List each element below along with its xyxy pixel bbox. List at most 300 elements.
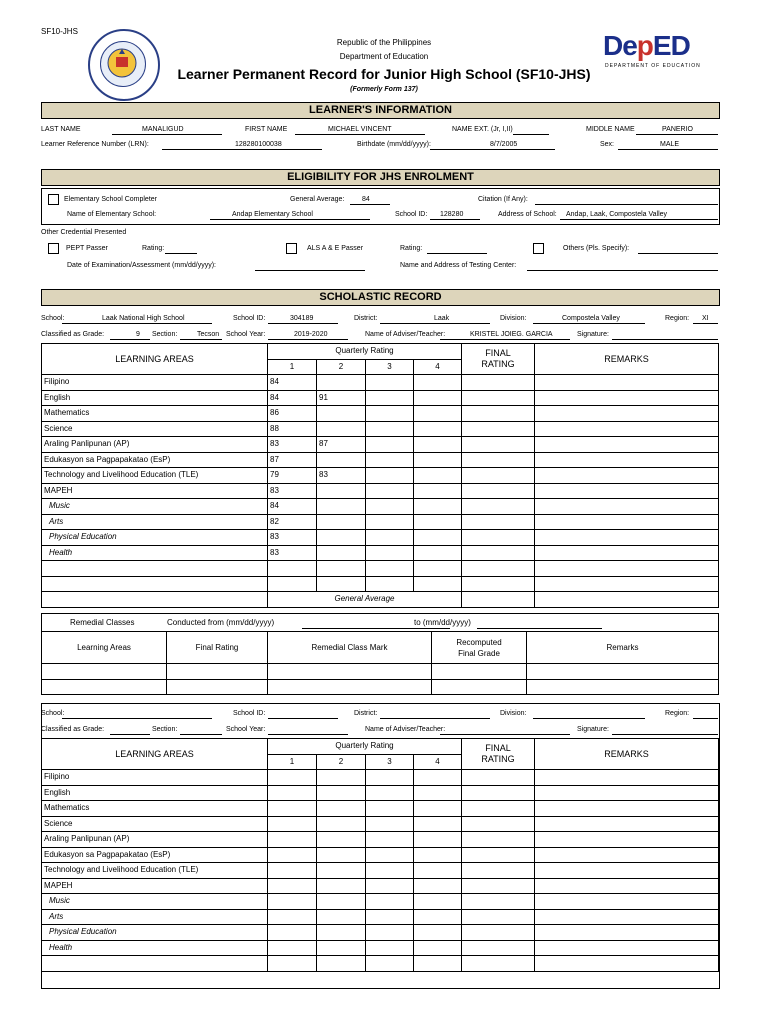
grade-cell[interactable] bbox=[366, 940, 414, 956]
division-field-2[interactable] bbox=[533, 718, 645, 719]
division-value: Compostela Valley bbox=[562, 315, 620, 322]
final-rating-cell[interactable] bbox=[462, 514, 535, 530]
page-subtitle: (Formerly Form 137) bbox=[350, 86, 418, 93]
pept-checkbox[interactable] bbox=[48, 243, 59, 254]
empty-cell[interactable] bbox=[317, 576, 366, 592]
middle-name-field[interactable] bbox=[636, 134, 718, 135]
empty-cell[interactable] bbox=[414, 561, 462, 577]
section-field-2[interactable] bbox=[180, 734, 222, 735]
grade-cell[interactable] bbox=[535, 925, 719, 941]
grade-cell[interactable] bbox=[268, 816, 317, 832]
school-year-field-2[interactable] bbox=[268, 734, 348, 735]
conducted-to-label: to (mm/dd/yyyy) bbox=[414, 618, 471, 627]
table-row bbox=[42, 940, 719, 956]
grade-cell[interactable] bbox=[317, 785, 366, 801]
region-value: XI bbox=[702, 315, 709, 322]
table-row bbox=[42, 561, 719, 577]
grade-cell[interactable] bbox=[317, 801, 366, 817]
remarks-cell[interactable] bbox=[535, 468, 719, 484]
conducted-to-field[interactable] bbox=[477, 628, 602, 629]
adviser-field-2[interactable] bbox=[440, 734, 570, 735]
grade-cell[interactable] bbox=[317, 940, 366, 956]
grade-cell[interactable] bbox=[414, 832, 462, 848]
learning-area-name: Physical Education bbox=[42, 925, 268, 941]
q3-grade[interactable] bbox=[366, 468, 414, 484]
elem-school-id-label: School ID: bbox=[395, 211, 428, 218]
section-label-2: Section: bbox=[152, 726, 178, 733]
remedial-classes-label: Remedial Classes bbox=[70, 618, 135, 627]
grade-cell[interactable] bbox=[414, 785, 462, 801]
pept-rating-field[interactable] bbox=[165, 253, 197, 254]
final-rating-cell[interactable] bbox=[462, 375, 535, 391]
sex-value: MALE bbox=[660, 141, 680, 148]
grade-cell[interactable] bbox=[366, 925, 414, 941]
exam-date-label: Date of Examination/Assessment (mm/dd/yyyy): bbox=[67, 262, 216, 269]
school-label-2: School: bbox=[41, 710, 65, 717]
grade-cell[interactable] bbox=[462, 894, 535, 910]
grade-cell[interactable] bbox=[268, 847, 317, 863]
grade-cell[interactable] bbox=[414, 770, 462, 786]
birthdate-value: 8/7/2005 bbox=[490, 141, 518, 148]
grade-cell[interactable] bbox=[462, 847, 535, 863]
q2-grade[interactable] bbox=[317, 375, 366, 391]
section-field[interactable] bbox=[180, 339, 222, 340]
final-rating-cell[interactable] bbox=[462, 545, 535, 561]
learning-area-name: Edukasyon sa Pagpapakatao (EsP) bbox=[42, 847, 268, 863]
district-field[interactable] bbox=[380, 323, 490, 324]
table-row bbox=[42, 847, 719, 863]
grade-cell[interactable] bbox=[366, 832, 414, 848]
pept-label: PEPT Passer bbox=[66, 245, 108, 252]
q2-grade[interactable] bbox=[317, 545, 366, 561]
learning-area-name: Health bbox=[42, 940, 268, 956]
elementary-completer-label: Elementary School Completer bbox=[64, 196, 157, 203]
school-address-value: Andap, Laak, Compostela Valley bbox=[566, 211, 668, 218]
table-row bbox=[42, 878, 719, 894]
q1-grade[interactable]: 84 bbox=[268, 375, 317, 391]
learners-information-header: LEARNER'S INFORMATION bbox=[41, 102, 720, 119]
grade-cell[interactable] bbox=[268, 832, 317, 848]
grade-cell[interactable] bbox=[268, 770, 317, 786]
empty-cell[interactable] bbox=[42, 576, 268, 592]
signature-field-2[interactable] bbox=[612, 734, 718, 735]
final-rating-cell[interactable] bbox=[462, 499, 535, 515]
grade-cell[interactable] bbox=[462, 909, 535, 925]
elementary-school-field[interactable] bbox=[210, 219, 370, 220]
deped-logo: DepED bbox=[603, 30, 690, 61]
school-label: School: bbox=[41, 315, 65, 322]
empty-cell[interactable] bbox=[535, 561, 719, 577]
empty-cell[interactable] bbox=[462, 576, 535, 592]
grade-cell[interactable] bbox=[366, 863, 414, 879]
remarks-cell[interactable] bbox=[535, 514, 719, 530]
grade-cell[interactable] bbox=[317, 878, 366, 894]
table-row bbox=[42, 816, 719, 832]
empty-cell[interactable] bbox=[535, 956, 719, 972]
scholastic-grades-table-2 bbox=[41, 738, 719, 972]
school-year-label-2: School Year: bbox=[226, 726, 266, 733]
q2-grade[interactable] bbox=[317, 452, 366, 468]
empty-cell[interactable] bbox=[462, 956, 535, 972]
remarks-header-2: REMARKS bbox=[535, 739, 719, 770]
empty-cell[interactable] bbox=[414, 956, 462, 972]
elem-school-id-value: 128280 bbox=[440, 211, 464, 218]
final-rating-cell[interactable] bbox=[462, 406, 535, 422]
grade-cell[interactable] bbox=[462, 801, 535, 817]
q4-grade[interactable] bbox=[414, 499, 462, 515]
grade-cell[interactable] bbox=[535, 909, 719, 925]
grade-cell[interactable] bbox=[535, 863, 719, 879]
final-rating-cell[interactable] bbox=[462, 421, 535, 437]
q1-grade[interactable]: 84 bbox=[268, 390, 317, 406]
grade-cell[interactable] bbox=[462, 770, 535, 786]
learning-area-name: Science bbox=[42, 421, 268, 437]
table-row bbox=[42, 483, 719, 499]
general-average-label: General Average: bbox=[290, 196, 345, 203]
lrn-label: Learner Reference Number (LRN): bbox=[41, 141, 149, 148]
final-rating-cell[interactable] bbox=[462, 390, 535, 406]
grade-cell[interactable] bbox=[414, 878, 462, 894]
school-field[interactable] bbox=[62, 323, 212, 324]
q1-grade[interactable]: 83 bbox=[268, 437, 317, 453]
learning-area-name: Music bbox=[42, 894, 268, 910]
grade-cell[interactable] bbox=[414, 801, 462, 817]
final-rating-cell[interactable] bbox=[462, 437, 535, 453]
learning-area-name: Technology and Livelihood Education (TLE) bbox=[42, 468, 268, 484]
empty-cell[interactable] bbox=[268, 956, 317, 972]
grade-cell[interactable] bbox=[268, 894, 317, 910]
grade-cell[interactable] bbox=[414, 909, 462, 925]
remedial-cell[interactable] bbox=[42, 664, 167, 680]
q3-grade[interactable] bbox=[366, 406, 414, 422]
q2-grade[interactable]: 91 bbox=[317, 390, 366, 406]
q1-header: 1 bbox=[268, 359, 317, 375]
learning-area-name: Araling Panlipunan (AP) bbox=[42, 437, 268, 453]
grade-cell[interactable] bbox=[366, 847, 414, 863]
q3-grade[interactable] bbox=[366, 483, 414, 499]
q1-grade[interactable]: 86 bbox=[268, 406, 317, 422]
others-checkbox[interactable] bbox=[533, 243, 544, 254]
grade-cell[interactable] bbox=[462, 785, 535, 801]
grade-cell[interactable] bbox=[414, 863, 462, 879]
grade-field[interactable] bbox=[110, 339, 150, 340]
grade-cell[interactable] bbox=[414, 940, 462, 956]
first-name-value: MICHAEL VINCENT bbox=[328, 126, 392, 133]
als-checkbox[interactable] bbox=[286, 243, 297, 254]
school-field-2[interactable] bbox=[62, 718, 212, 719]
school-id-field-2[interactable] bbox=[268, 718, 338, 719]
empty-cell[interactable] bbox=[366, 956, 414, 972]
grade-cell[interactable] bbox=[462, 816, 535, 832]
q2-grade[interactable] bbox=[317, 514, 366, 530]
learning-area-name: Arts bbox=[42, 514, 268, 530]
q4-grade[interactable] bbox=[414, 530, 462, 546]
final-rating-cell[interactable] bbox=[462, 468, 535, 484]
scholastic-grades-table-1 bbox=[41, 343, 719, 608]
grade-cell[interactable] bbox=[317, 847, 366, 863]
final-rating-cell[interactable] bbox=[462, 483, 535, 499]
q3-grade[interactable] bbox=[366, 530, 414, 546]
empty-cell[interactable] bbox=[317, 561, 366, 577]
grade-cell[interactable] bbox=[366, 816, 414, 832]
grade-cell[interactable] bbox=[317, 863, 366, 879]
q4-grade[interactable] bbox=[414, 483, 462, 499]
grade-cell[interactable] bbox=[414, 816, 462, 832]
grade-cell[interactable] bbox=[414, 894, 462, 910]
remarks-cell[interactable] bbox=[535, 390, 719, 406]
remarks-cell[interactable] bbox=[535, 452, 719, 468]
q4-grade[interactable] bbox=[414, 545, 462, 561]
grade-field-2[interactable] bbox=[110, 734, 150, 735]
grade-cell[interactable] bbox=[535, 847, 719, 863]
grade-cell[interactable] bbox=[317, 925, 366, 941]
testing-center-field[interactable] bbox=[527, 270, 718, 271]
school-address-field[interactable] bbox=[560, 219, 718, 220]
empty-cell[interactable] bbox=[42, 956, 268, 972]
grade-cell[interactable] bbox=[366, 909, 414, 925]
last-name-value: MANALIGUD bbox=[142, 126, 184, 133]
signature-field[interactable] bbox=[612, 339, 718, 340]
learning-areas-header-2: LEARNING AREAS bbox=[42, 739, 268, 770]
grade-cell[interactable] bbox=[317, 816, 366, 832]
table-row bbox=[42, 576, 719, 592]
q3-grade[interactable] bbox=[366, 499, 414, 515]
region-field-2[interactable] bbox=[693, 718, 718, 719]
table-row bbox=[42, 514, 719, 530]
als-rating-field[interactable] bbox=[427, 253, 487, 254]
grade-cell[interactable] bbox=[462, 925, 535, 941]
q4-grade[interactable] bbox=[414, 452, 462, 468]
remarks-header: REMARKS bbox=[535, 344, 719, 375]
others-field[interactable] bbox=[638, 253, 718, 254]
grade-cell[interactable] bbox=[268, 909, 317, 925]
learning-area-name: MAPEH bbox=[42, 483, 268, 499]
table-row bbox=[42, 832, 719, 848]
empty-cell[interactable] bbox=[535, 576, 719, 592]
general-average-field[interactable] bbox=[350, 204, 390, 205]
section-value: Tecson bbox=[197, 331, 220, 338]
q2-grade[interactable] bbox=[317, 499, 366, 515]
sex-field[interactable] bbox=[618, 149, 718, 150]
empty-cell[interactable] bbox=[462, 561, 535, 577]
scholastic-record-header: SCHOLASTIC RECORD bbox=[41, 289, 720, 306]
grade-cell[interactable] bbox=[535, 940, 719, 956]
learning-area-name: Mathematics bbox=[42, 406, 268, 422]
q4-grade[interactable] bbox=[414, 390, 462, 406]
remarks-cell[interactable] bbox=[535, 545, 719, 561]
adviser-value: KRISTEL JOIEG. GARCIA bbox=[470, 331, 553, 338]
grade-cell[interactable] bbox=[535, 894, 719, 910]
remarks-cell[interactable] bbox=[535, 499, 719, 515]
empty-cell[interactable] bbox=[268, 561, 317, 577]
remedial-table-1 bbox=[41, 613, 719, 695]
learning-area-name: Mathematics bbox=[42, 801, 268, 817]
grade-cell[interactable] bbox=[535, 816, 719, 832]
q3-grade[interactable] bbox=[366, 421, 414, 437]
school-id-value: 304189 bbox=[290, 315, 314, 322]
q2-grade[interactable]: 87 bbox=[317, 437, 366, 453]
remarks-cell[interactable] bbox=[535, 375, 719, 391]
citation-field[interactable] bbox=[535, 204, 718, 205]
table-row bbox=[42, 925, 719, 941]
remedial-cell[interactable] bbox=[42, 679, 167, 695]
q1-header-2: 1 bbox=[268, 754, 317, 770]
q1-grade[interactable]: 82 bbox=[268, 514, 317, 530]
division-field[interactable] bbox=[533, 323, 645, 324]
q2-grade[interactable]: 83 bbox=[317, 468, 366, 484]
grade-cell[interactable] bbox=[268, 878, 317, 894]
grade-cell[interactable] bbox=[535, 785, 719, 801]
birthdate-label: Birthdate (mm/dd/yyyy): bbox=[357, 141, 431, 148]
learning-area-name: Health bbox=[42, 545, 268, 561]
elem-school-id-field[interactable] bbox=[430, 219, 480, 220]
learning-area-name: Filipino bbox=[42, 375, 268, 391]
empty-cell[interactable] bbox=[366, 561, 414, 577]
q1-grade[interactable]: 83 bbox=[268, 483, 317, 499]
grade-cell[interactable] bbox=[462, 878, 535, 894]
grade-cell[interactable] bbox=[366, 894, 414, 910]
q3-grade[interactable] bbox=[366, 437, 414, 453]
grade-cell[interactable] bbox=[317, 770, 366, 786]
learning-area-name: English bbox=[42, 785, 268, 801]
q2-header-2: 2 bbox=[317, 754, 366, 770]
table-row bbox=[42, 375, 719, 391]
grade-cell[interactable] bbox=[268, 925, 317, 941]
q3-header: 3 bbox=[366, 359, 414, 375]
remedial-final-rating-header: Final Rating bbox=[167, 632, 268, 664]
school-id-label: School ID: bbox=[233, 315, 266, 322]
grade-cell[interactable] bbox=[317, 909, 366, 925]
first-name-field[interactable] bbox=[295, 134, 425, 135]
empty-cell[interactable] bbox=[42, 561, 268, 577]
table-row bbox=[42, 863, 719, 879]
table-row bbox=[42, 406, 719, 422]
lrn-field[interactable] bbox=[162, 149, 322, 150]
q3-grade[interactable] bbox=[366, 452, 414, 468]
q4-grade[interactable] bbox=[414, 437, 462, 453]
general-average-cell[interactable] bbox=[462, 592, 535, 608]
grade-cell[interactable] bbox=[535, 878, 719, 894]
q4-grade[interactable] bbox=[414, 468, 462, 484]
testing-center-label: Name and Address of Testing Center: bbox=[400, 262, 517, 269]
exam-date-field[interactable] bbox=[255, 270, 365, 271]
table-row bbox=[42, 437, 719, 453]
name-ext-field[interactable] bbox=[513, 134, 549, 135]
school-year-label: School Year: bbox=[226, 331, 266, 338]
final-rating-cell[interactable] bbox=[462, 452, 535, 468]
grade-cell[interactable] bbox=[366, 878, 414, 894]
q1-grade[interactable]: 79 bbox=[268, 468, 317, 484]
grade-cell[interactable] bbox=[535, 770, 719, 786]
empty-cell[interactable] bbox=[414, 576, 462, 592]
grade-cell[interactable] bbox=[535, 832, 719, 848]
school-id-field[interactable] bbox=[268, 323, 338, 324]
final-rating-cell[interactable] bbox=[462, 530, 535, 546]
last-name-label: LAST NAME bbox=[41, 126, 81, 133]
q1-grade[interactable]: 83 bbox=[268, 530, 317, 546]
table-row bbox=[42, 956, 719, 972]
grade-cell[interactable] bbox=[366, 785, 414, 801]
q4-grade[interactable] bbox=[414, 406, 462, 422]
grade-cell[interactable] bbox=[535, 801, 719, 817]
table-row bbox=[42, 468, 719, 484]
birthdate-field[interactable] bbox=[430, 149, 555, 150]
grade-value: 9 bbox=[136, 331, 140, 338]
grade-cell[interactable] bbox=[366, 770, 414, 786]
region-field[interactable] bbox=[693, 323, 718, 324]
remarks-cell[interactable] bbox=[535, 530, 719, 546]
remarks-cell[interactable] bbox=[535, 437, 719, 453]
grade-cell[interactable] bbox=[268, 785, 317, 801]
elementary-school-label: Name of Elementary School: bbox=[67, 211, 157, 218]
q4-grade[interactable] bbox=[414, 421, 462, 437]
q4-grade[interactable] bbox=[414, 375, 462, 391]
grade-cell[interactable] bbox=[317, 832, 366, 848]
q1-grade[interactable]: 87 bbox=[268, 452, 317, 468]
grade-cell[interactable] bbox=[268, 940, 317, 956]
last-name-field[interactable] bbox=[112, 134, 222, 135]
q1-grade[interactable]: 83 bbox=[268, 545, 317, 561]
grade-cell[interactable] bbox=[317, 894, 366, 910]
table-row bbox=[42, 421, 719, 437]
region-label: Region: bbox=[665, 315, 690, 322]
q3-grade[interactable] bbox=[366, 390, 414, 406]
republic-text: Republic of the Philippines bbox=[336, 38, 432, 47]
remarks-cell[interactable] bbox=[535, 421, 719, 437]
q3-grade[interactable] bbox=[366, 375, 414, 391]
grade-cell[interactable] bbox=[268, 801, 317, 817]
signature-label-2: Signature: bbox=[577, 726, 609, 733]
remarks-cell[interactable] bbox=[535, 406, 719, 422]
grade-cell[interactable] bbox=[366, 801, 414, 817]
q3-grade[interactable] bbox=[366, 514, 414, 530]
adviser-field[interactable] bbox=[440, 339, 570, 340]
sex-label: Sex: bbox=[600, 141, 615, 148]
table-row bbox=[42, 894, 719, 910]
q1-grade[interactable]: 84 bbox=[268, 499, 317, 515]
grade-cell[interactable] bbox=[462, 832, 535, 848]
conducted-from-field[interactable] bbox=[302, 628, 450, 629]
q2-grade[interactable] bbox=[317, 530, 366, 546]
recomputed-grade-header: Recomputed Final Grade bbox=[432, 632, 527, 664]
empty-cell[interactable] bbox=[366, 576, 414, 592]
school-year-field[interactable] bbox=[268, 339, 348, 340]
q4-header: 4 bbox=[414, 359, 462, 375]
grade-cell[interactable] bbox=[462, 863, 535, 879]
q2-grade[interactable] bbox=[317, 406, 366, 422]
empty-cell[interactable] bbox=[317, 956, 366, 972]
elementary-completer-checkbox[interactable] bbox=[48, 194, 59, 205]
q4-grade[interactable] bbox=[414, 514, 462, 530]
others-label: Others (Pls. Specify): bbox=[563, 245, 630, 252]
q3-grade[interactable] bbox=[366, 545, 414, 561]
grade-cell[interactable] bbox=[414, 847, 462, 863]
grade-cell[interactable] bbox=[414, 925, 462, 941]
grade-cell[interactable] bbox=[462, 940, 535, 956]
empty-cell[interactable] bbox=[268, 576, 317, 592]
other-credential-label: Other Credential Presented bbox=[41, 229, 127, 236]
q2-grade[interactable] bbox=[317, 421, 366, 437]
conducted-from-label: Conducted from (mm/dd/yyyy) bbox=[167, 618, 275, 627]
district-field-2[interactable] bbox=[380, 718, 490, 719]
general-average-value: 84 bbox=[362, 196, 370, 203]
q2-grade[interactable] bbox=[317, 483, 366, 499]
page-title: Learner Permanent Record for Junior High School (SF10-JHS) bbox=[177, 66, 591, 82]
learning-area-name: Physical Education bbox=[42, 530, 268, 546]
remarks-cell[interactable] bbox=[535, 483, 719, 499]
q1-grade[interactable]: 88 bbox=[268, 421, 317, 437]
grade-cell[interactable] bbox=[268, 863, 317, 879]
